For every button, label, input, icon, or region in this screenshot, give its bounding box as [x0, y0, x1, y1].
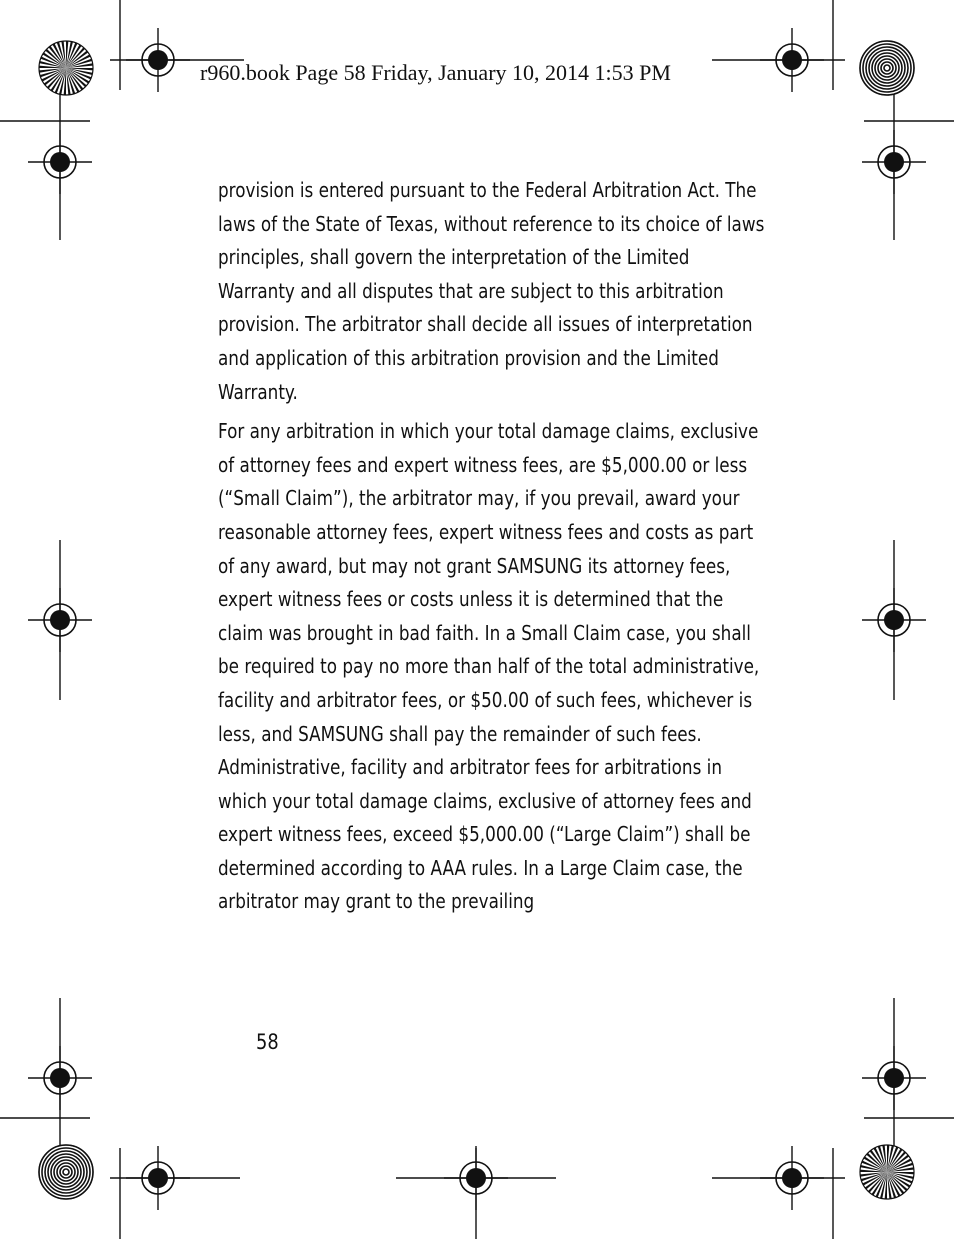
- paragraph-arbitration-fees: For any arbitration in which your total damage claims, exclusive of attorney fees and expert witness fees, are $5,000.00 or less (“Small Claim”), the arbitrator may, if you prevail, award your reasonable attorney fees, expert witness fees and costs as part of any award, but may not grant SAMSUNG its attorney fees, expert witness fees or costs unless it is determined that the claim was brought in bad faith. In a Small Claim case, you shall be required to pay no more than half of the total administrative, facility and arbitrator fees, or $50.00 of such fees, whichever is less, and SAMSUNG shall pay the remainder of such fees. Administrative, facility and arbitrator fees for arbitrations in which your total damage claims, exclusive of attorney fees and expert witness fees, exceed $5,000.00 (“Large Claim”) shall be determined according to AAA rules. In a Large Claim case, the arbitrator may grant to the prevailing: [218, 419, 760, 914]
- page-number: 58: [256, 1030, 279, 1054]
- registration-mark-icon: [28, 130, 92, 194]
- registration-mark-icon: [126, 28, 190, 92]
- paragraph-governing-law: provision is entered pursuant to the Federal Arbitration Act. The laws of the State of Texas, without reference to its choice of laws principles, shall govern the interpretation of the Limited Warranty and all disputes that are subject to this arbitration provision. The arbitrator shall decide all issues of interpretation and application of this arbitration provision and the Limited Warranty.: [218, 178, 765, 404]
- registration-mark-icon: [760, 28, 824, 92]
- registration-mark-icon: [126, 1146, 190, 1210]
- color-bar-starburst-icon: [39, 41, 93, 95]
- registration-mark-icon: [862, 588, 926, 652]
- registration-mark-icon: [760, 1146, 824, 1210]
- color-bar-starburst-icon: [860, 41, 914, 95]
- registration-mark-icon: [862, 1046, 926, 1110]
- registration-mark-icon: [444, 1146, 508, 1210]
- registration-mark-icon: [28, 1046, 92, 1110]
- book-slug-header: r960.book Page 58 Friday, January 10, 2014 1:53 PM: [200, 60, 671, 85]
- warranty-body-text: [218, 174, 765, 919]
- color-bar-starburst-icon: [860, 1145, 914, 1199]
- registration-mark-icon: [862, 130, 926, 194]
- color-bar-starburst-icon: [39, 1145, 93, 1199]
- registration-mark-icon: [28, 588, 92, 652]
